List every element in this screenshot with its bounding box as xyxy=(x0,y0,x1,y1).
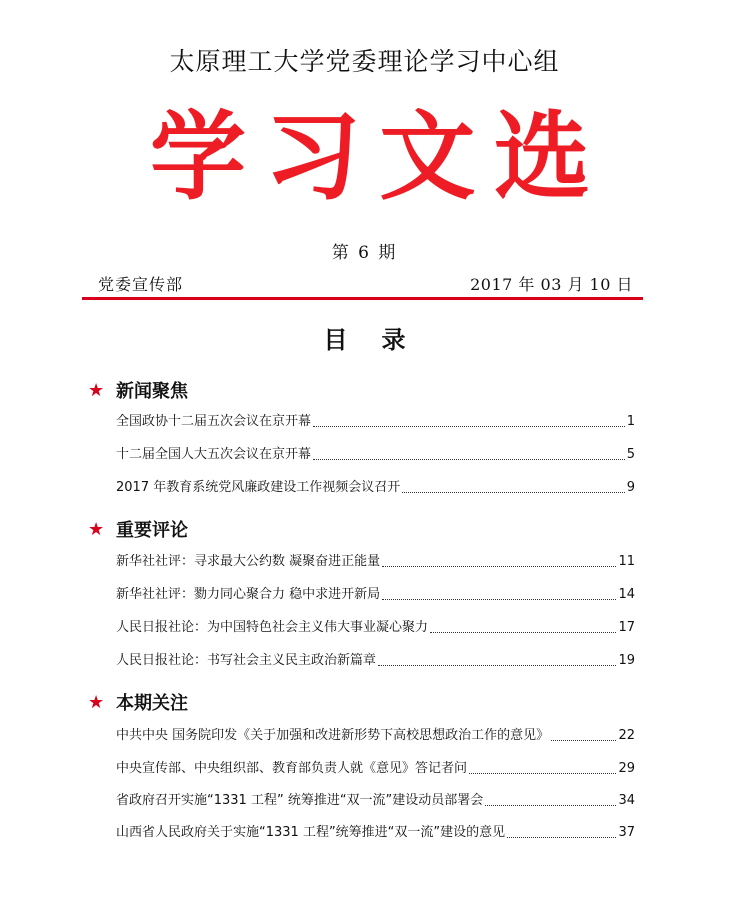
toc-title-char: 录 xyxy=(381,326,406,354)
toc-entry[interactable] xyxy=(116,757,635,777)
toc-entry[interactable] xyxy=(116,443,635,463)
entry-title: 省政府召开实施“1331 工程” 统筹推进“双一流”建设动员部署会 xyxy=(116,793,484,808)
entry-title: 中央宣传部、中央组织部、教育部负责人就《意见》答记者问 xyxy=(116,761,468,776)
entry-page: 17 xyxy=(618,620,635,635)
issue-date: 2017 年 03 月 10 日 xyxy=(470,275,633,294)
toc-entry[interactable] xyxy=(116,789,635,809)
leader-dots xyxy=(382,599,616,600)
leader-dots xyxy=(507,837,616,838)
entry-title: 全国政协十二届五次会议在京开幕 xyxy=(116,414,312,429)
entry-title: 十二届全国人大五次会议在京开幕 xyxy=(116,447,312,462)
toc-entry[interactable] xyxy=(116,476,635,496)
toc-entry[interactable] xyxy=(116,583,635,603)
section-heading-news xyxy=(88,378,188,402)
section-label: 新闻聚焦 xyxy=(116,381,188,402)
toc-entry[interactable] xyxy=(116,649,635,669)
issue-number: 第 6 期 xyxy=(331,243,398,263)
leader-dots xyxy=(402,492,625,493)
entry-title: 新华社社评：勠力同心聚合力 稳中求进开新局 xyxy=(116,587,381,602)
leader-dots xyxy=(485,805,616,806)
toc-entry[interactable] xyxy=(116,550,635,570)
entry-page: 14 xyxy=(618,587,635,602)
entry-title: 2017 年教育系统党风廉政建设工作视频会议召开 xyxy=(116,480,401,495)
leader-dots xyxy=(378,665,616,666)
toc-entry[interactable] xyxy=(116,410,635,430)
star-icon: ★ xyxy=(88,691,105,713)
masthead-char: 学 xyxy=(150,100,246,213)
masthead xyxy=(150,102,590,212)
entry-page: 19 xyxy=(618,653,635,668)
entry-title: 人民日报社论：书写社会主义民主政治新篇章 xyxy=(116,653,377,668)
toc-entry[interactable] xyxy=(116,724,635,744)
entry-page: 5 xyxy=(626,447,635,462)
masthead-char: 习 xyxy=(264,100,361,213)
entry-title: 山西省人民政府关于实施“1331 工程”统筹推进“双一流”建设的意见 xyxy=(116,825,506,840)
leader-dots xyxy=(382,566,616,567)
entry-page: 9 xyxy=(626,480,635,495)
entry-page: 37 xyxy=(618,825,635,840)
toc-entry[interactable] xyxy=(116,821,635,841)
entry-page: 22 xyxy=(618,728,635,743)
leader-dots xyxy=(313,426,625,427)
star-icon: ★ xyxy=(88,379,105,401)
section-heading-focus xyxy=(88,690,188,714)
leader-dots xyxy=(551,740,616,741)
masthead-char: 选 xyxy=(493,100,590,213)
leader-dots xyxy=(430,632,616,633)
entry-title: 中共中央 国务院印发《关于加强和改进新形势下高校思想政治工作的意见》 xyxy=(116,728,550,743)
department: 党委宣传部 xyxy=(98,275,184,294)
toc-title-char: 目 xyxy=(323,326,348,354)
section-label: 重要评论 xyxy=(116,520,188,541)
header-rule xyxy=(82,297,643,300)
organization-title: 太原理工大学党委理论学习中心组 xyxy=(169,47,560,76)
star-icon: ★ xyxy=(88,518,105,540)
leader-dots xyxy=(313,459,625,460)
entry-page: 29 xyxy=(618,761,635,776)
section-heading-commentary xyxy=(88,517,188,541)
masthead-char: 文 xyxy=(379,100,476,213)
entry-title: 新华社社评：寻求最大公约数 凝聚奋进正能量 xyxy=(116,554,381,569)
entry-page: 34 xyxy=(618,793,635,808)
toc-title xyxy=(0,320,729,355)
section-label: 本期关注 xyxy=(116,693,188,714)
leader-dots xyxy=(469,773,616,774)
entry-title: 人民日报社论：为中国特色社会主义伟大事业凝心聚力 xyxy=(116,620,429,635)
entry-page: 11 xyxy=(618,554,635,569)
toc-entry[interactable] xyxy=(116,616,635,636)
entry-page: 1 xyxy=(626,414,635,429)
